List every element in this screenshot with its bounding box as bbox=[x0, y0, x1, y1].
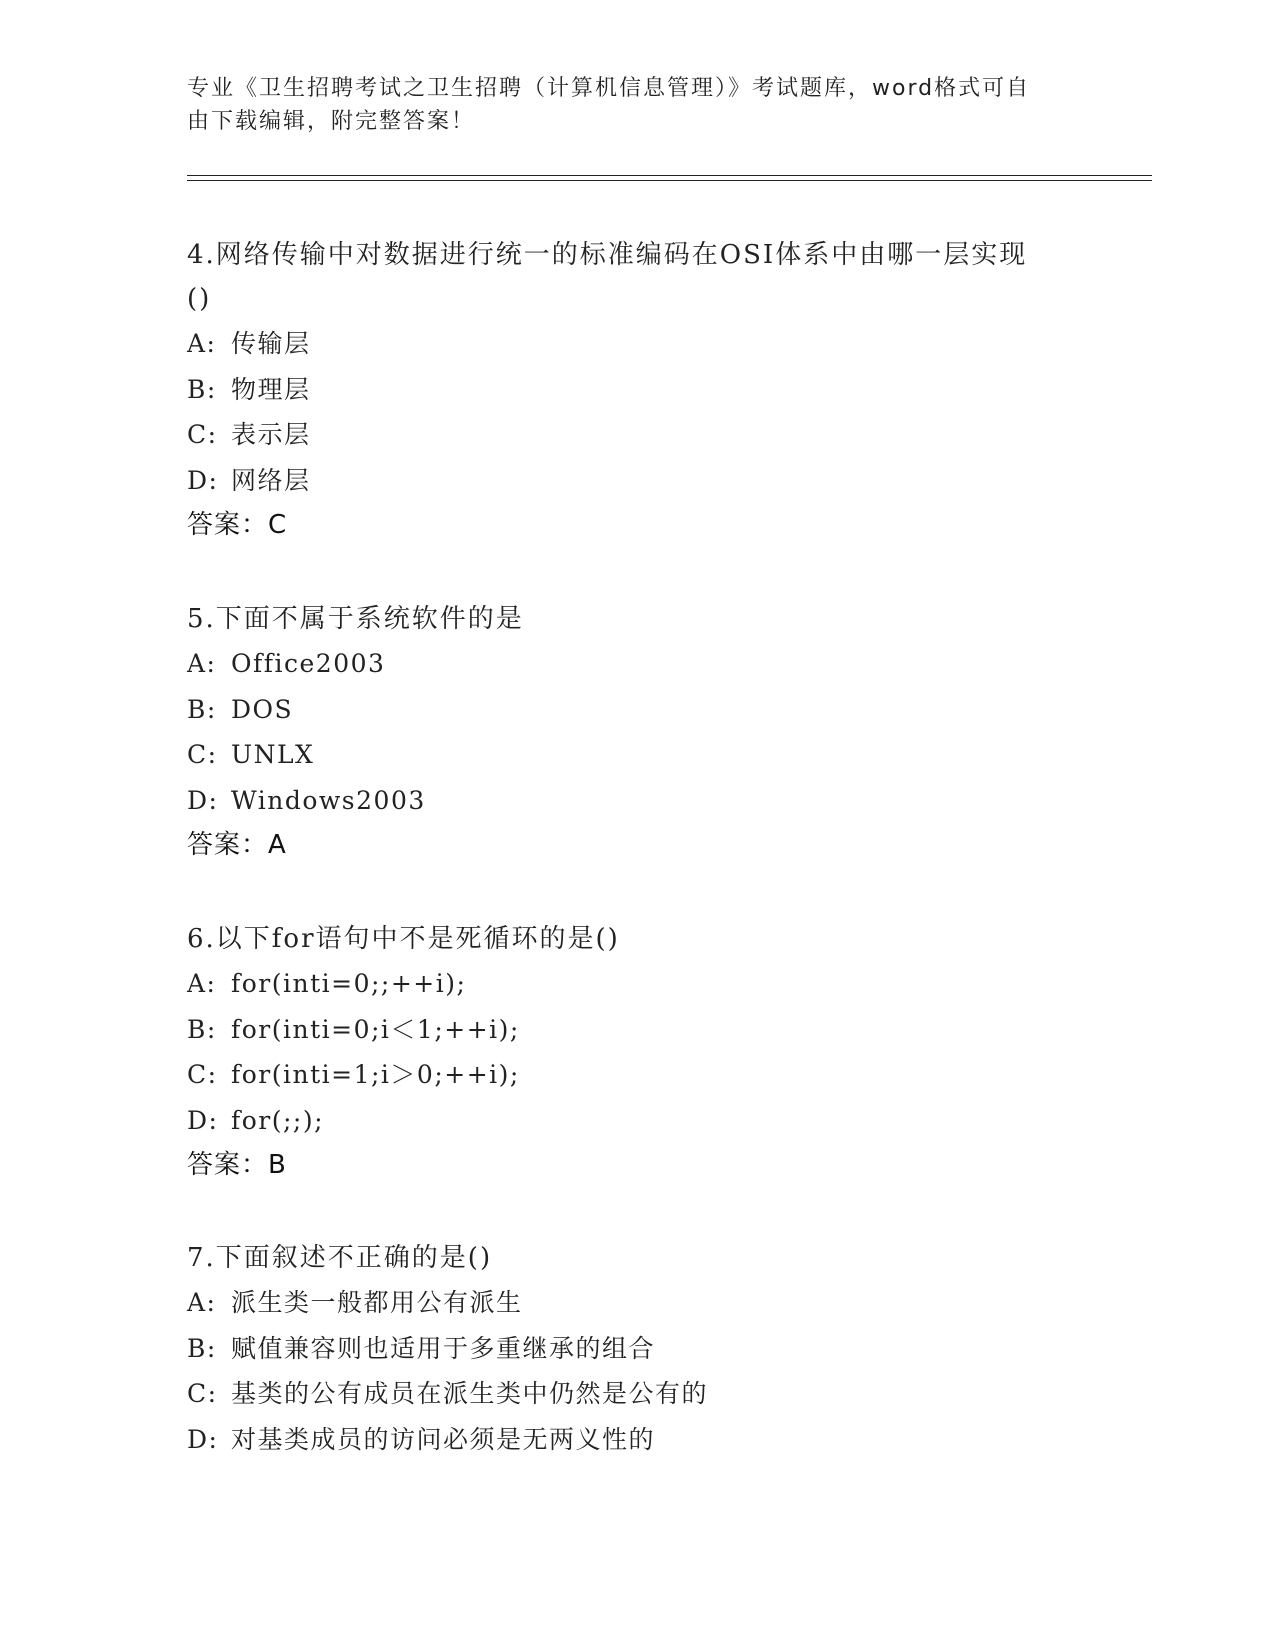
header-line-2: 由下载编辑，附完整答案！ bbox=[187, 109, 476, 134]
option-d bbox=[187, 1417, 1087, 1463]
option-a bbox=[187, 321, 1087, 367]
option-text: 基类的公有成员在派生类中仍然是公有的 bbox=[231, 1379, 709, 1408]
option-key: D: bbox=[187, 1424, 219, 1454]
question-5 bbox=[187, 597, 1087, 868]
option-key: D: bbox=[187, 785, 219, 815]
option-key: B: bbox=[187, 694, 217, 724]
header-divider-bottom bbox=[187, 180, 1152, 181]
option-text: 网络层 bbox=[231, 465, 311, 495]
option-d bbox=[187, 1098, 1087, 1144]
option-key: D: bbox=[187, 1105, 219, 1135]
option-text: Office2003 bbox=[231, 649, 386, 678]
option-text: 表示层 bbox=[231, 420, 311, 449]
option-a bbox=[187, 641, 1087, 687]
option-b bbox=[187, 687, 1087, 733]
option-text: 赋值兼容则也适用于多重继承的组合 bbox=[231, 1333, 656, 1363]
option-d bbox=[187, 458, 1087, 504]
option-key: C: bbox=[187, 740, 218, 769]
document-header bbox=[187, 72, 1087, 138]
option-key: C: bbox=[187, 420, 218, 449]
option-a bbox=[187, 961, 1087, 1007]
option-key: D: bbox=[187, 465, 219, 495]
question-stem-continued: () bbox=[187, 284, 212, 314]
option-c bbox=[187, 412, 1087, 458]
question-stem: 4.网络传输中对数据进行统一的标准编码在OSI体系中由哪一层实现 bbox=[187, 240, 1028, 270]
header-divider-top bbox=[187, 175, 1152, 176]
option-key: A: bbox=[187, 329, 217, 358]
option-d bbox=[187, 778, 1087, 824]
option-key: B: bbox=[187, 374, 217, 404]
option-key: B: bbox=[187, 1333, 217, 1363]
option-key: A: bbox=[187, 649, 217, 678]
answer-line: 答案：C bbox=[187, 510, 288, 540]
question-stem: 5.下面不属于系统软件的是 bbox=[187, 604, 524, 634]
option-text: for(inti=0;i＜1;++i); bbox=[231, 1014, 520, 1044]
option-b bbox=[187, 1326, 1087, 1372]
option-text: for(inti=0;;++i); bbox=[231, 969, 467, 998]
option-text: 物理层 bbox=[231, 374, 311, 404]
question-4 bbox=[187, 233, 1087, 548]
question-stem: 6.以下for语句中不是死循环的是() bbox=[187, 924, 620, 954]
question-6 bbox=[187, 917, 1087, 1188]
answer-line: 答案：A bbox=[187, 830, 287, 860]
option-key: A: bbox=[187, 969, 217, 998]
option-key: C: bbox=[187, 1379, 218, 1408]
option-text: for(;;); bbox=[231, 1105, 325, 1135]
option-c bbox=[187, 732, 1087, 778]
option-text: DOS bbox=[231, 694, 294, 724]
option-text: for(inti=1;i＞0;++i); bbox=[231, 1060, 520, 1089]
option-text: 对基类成员的访问必须是无两义性的 bbox=[231, 1424, 656, 1454]
option-key: B: bbox=[187, 1014, 217, 1044]
header-line-1: 专业《卫生招聘考试之卫生招聘（计算机信息管理）》考试题库，word格式可自 bbox=[187, 76, 1031, 101]
option-a bbox=[187, 1280, 1087, 1326]
option-text: 派生类一般都用公有派生 bbox=[231, 1288, 523, 1317]
option-key: C: bbox=[187, 1060, 218, 1089]
question-7 bbox=[187, 1236, 1087, 1462]
option-b bbox=[187, 1007, 1087, 1053]
option-b bbox=[187, 367, 1087, 413]
option-key: A: bbox=[187, 1288, 217, 1317]
option-c bbox=[187, 1371, 1087, 1417]
question-stem: 7.下面叙述不正确的是() bbox=[187, 1243, 493, 1273]
option-text: 传输层 bbox=[231, 329, 311, 358]
option-text: UNLX bbox=[231, 740, 315, 769]
answer-line: 答案：B bbox=[187, 1150, 287, 1180]
option-text: Windows2003 bbox=[231, 785, 426, 815]
option-c bbox=[187, 1052, 1087, 1098]
